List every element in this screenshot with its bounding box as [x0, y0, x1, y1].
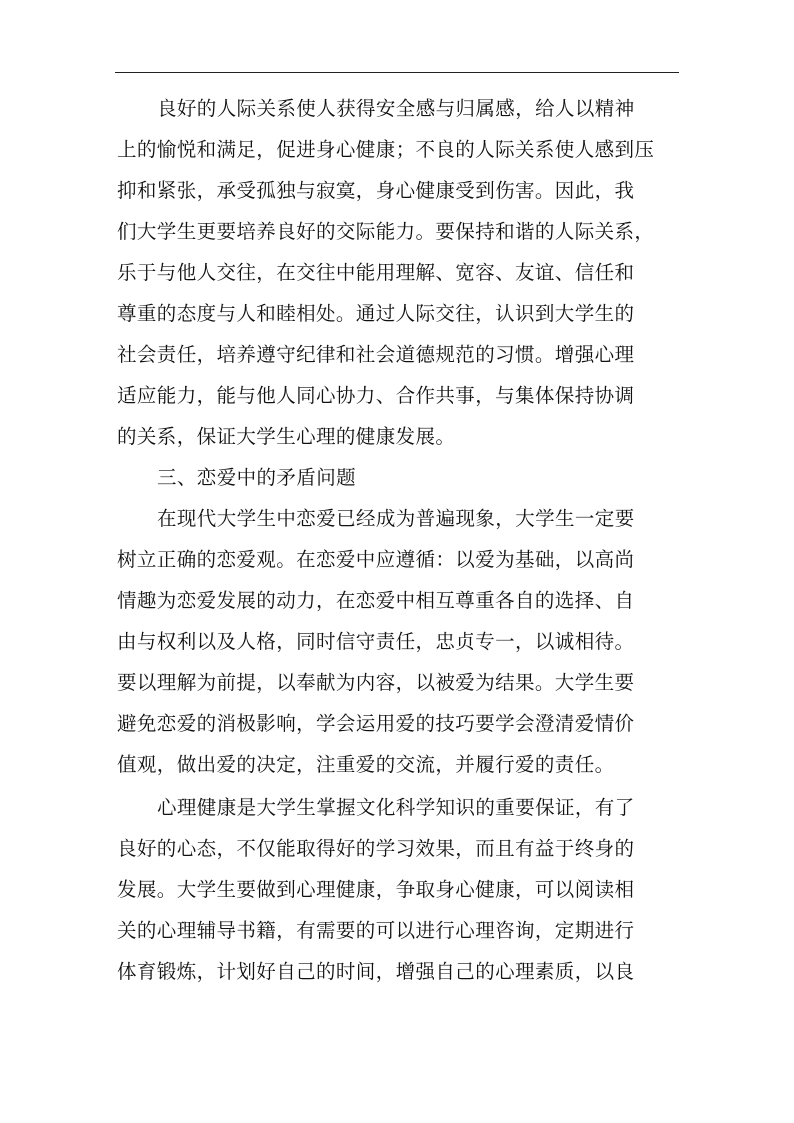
paragraph-line: 的关系，保证大学生心理的健康发展。: [117, 425, 456, 448]
paragraph-line: 良好的心态，不仅能取得好的学习效果，而且有益于终身的: [117, 837, 635, 860]
paragraph-line: 上的愉悦和满足，促进身心健康；不良的人际关系使人感到压: [117, 138, 655, 161]
paragraph-line: 关的心理辅导书籍，有需要的可以进行心理咨询，定期进行: [117, 919, 635, 942]
paragraph-line: 抑和紧张，承受孤独与寂寞，身心健康受到伤害。因此，我: [117, 179, 635, 202]
paragraph-line: 适应能力，能与他人同心协力、合作共事，与集体保持协调: [117, 384, 635, 407]
paragraph-line: 体育锻炼，计划好自己的时间，增强自己的心理素质，以良: [117, 960, 635, 983]
paragraph-line: 们大学生更要培养良好的交际能力。要保持和谐的人际关系，: [117, 220, 655, 243]
header-rule: [115, 72, 679, 73]
paragraph-line: 情趣为恋爱发展的动力，在恋爱中相互尊重各自的选择、自: [117, 589, 635, 612]
paragraph-line: 社会责任，培养遵守纪律和社会道德规范的习惯。增强心理: [117, 343, 635, 366]
section-heading-text: 三、恋爱中的矛盾问题: [157, 466, 357, 489]
paragraph-line: 要以理解为前提，以奉献为内容，以被爱为结果。大学生要: [117, 671, 635, 694]
section-heading: [117, 457, 677, 498]
paragraph-line: 发展。大学生要做到心理健康，争取身心健康，可以阅读相: [117, 878, 635, 901]
paragraph-line: 树立正确的恋爱观。在恋爱中应遵循：以爱为基础，以高尚: [117, 548, 635, 571]
paragraph-line: 在现代大学生中恋爱已经成为普遍现象，大学生一定要: [157, 507, 635, 530]
paragraph-line: 避免恋爱的消极影响，学会运用爱的技巧要学会澄清爱情价: [117, 712, 635, 735]
paragraph-interpersonal: [117, 88, 677, 457]
paragraph-line: 由与权利以及人格，同时信守责任，忠贞专一，以诚相待。: [117, 630, 635, 653]
paragraph-line: 心理健康是大学生掌握文化科学知识的重要保证，有了: [157, 796, 635, 819]
paragraph-line: 良好的人际关系使人获得安全感与归属感，给人以精神: [157, 97, 635, 120]
paragraph-line: 值观，做出爱的决定，注重爱的交流，并履行爱的责任。: [117, 753, 615, 776]
document-body: [117, 88, 677, 992]
paragraph-romance: [117, 498, 677, 785]
paragraph-line: 乐于与他人交往，在交往中能用理解、宽容、友谊、信任和: [117, 261, 635, 284]
paragraph-line: 尊重的态度与人和睦相处。通过人际交往，认识到大学生的: [117, 302, 635, 325]
paragraph-mental-health: [117, 787, 677, 992]
